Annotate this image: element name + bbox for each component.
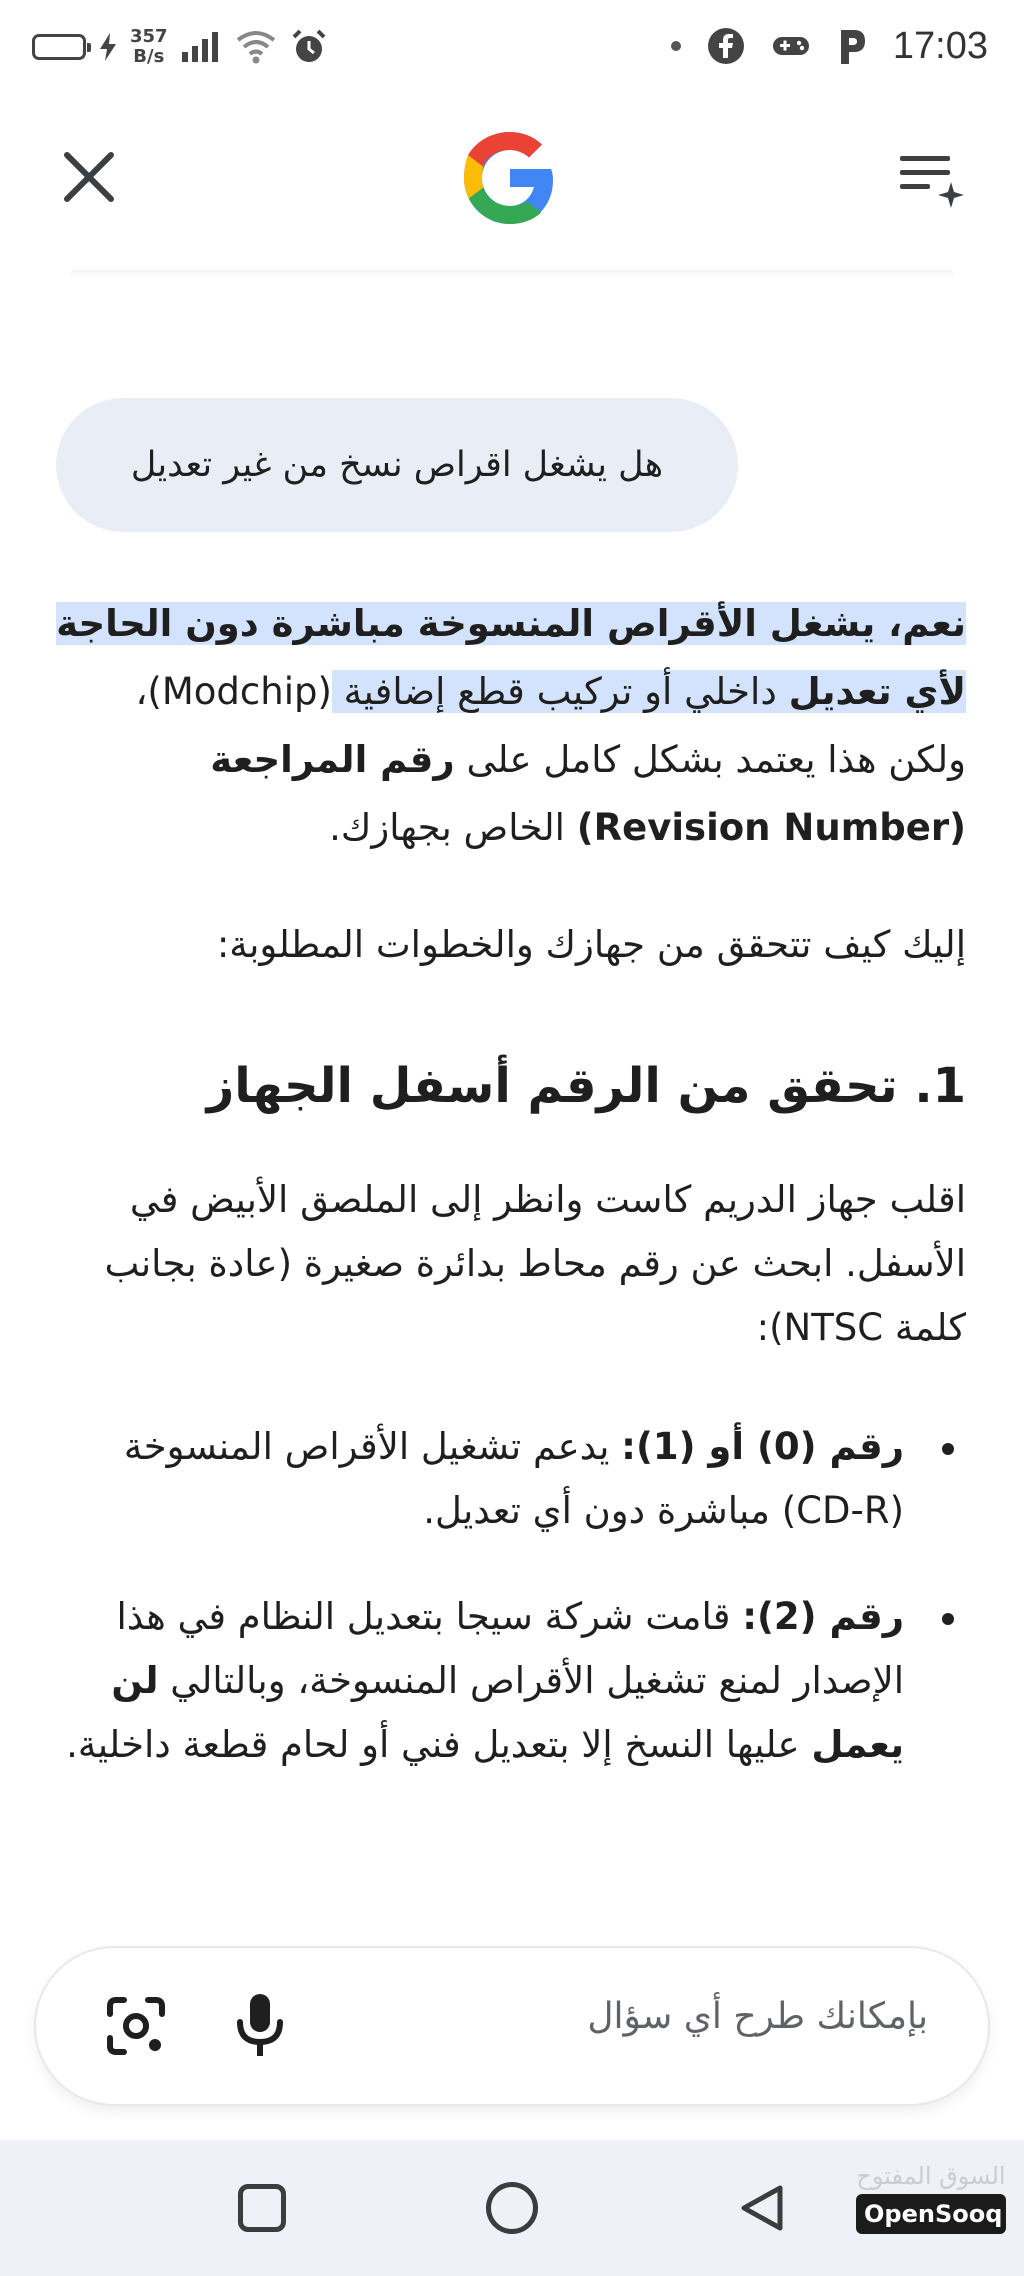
google-lens-icon: [104, 1994, 168, 2058]
bullet-1-text: يدعم تشغيل الأقراص المنسوخة (CD-R) مباشرة دون أي تعديل.: [123, 1425, 904, 1532]
opensooq-watermark: [856, 2162, 1006, 2234]
close-button[interactable]: [56, 144, 122, 210]
user-message-text: هل يشغل اقراص نسخ من غير تعديل: [130, 445, 664, 485]
bullet-2-text-2: عليها النسخ إلا بتعديل فني أو لحام قطعة داخلية.: [66, 1723, 812, 1766]
status-left: [32, 22, 328, 72]
charging-icon: [100, 33, 116, 61]
watermark-english: OpenSooq: [856, 2194, 1006, 2234]
list-item: [56, 1415, 966, 1543]
answer-bullet-list-1: [56, 1415, 966, 1543]
answer-bold-intro: نعم، يشغل الأقراص المنسوخة مباشرة دون الحاجة لأي تعديل: [56, 602, 966, 713]
user-message-bubble: [56, 398, 738, 532]
google-lens-button[interactable]: [104, 1994, 168, 2058]
back-triangle-icon[interactable]: [738, 2182, 786, 2234]
ask-input-bar[interactable]: [36, 1948, 988, 2104]
battery-icon: [32, 34, 86, 60]
facebook-icon: [707, 27, 745, 65]
microphone-icon: [228, 1992, 292, 2060]
app-header: [0, 100, 1024, 270]
bullet-1-bold: رقم (0) أو (1):: [621, 1425, 904, 1468]
gamepad-icon: [771, 31, 811, 61]
notification-dot-icon: [671, 41, 681, 51]
answer-bold-revision: رقم المراجعة (Revision Number): [210, 738, 966, 849]
p-app-icon: [837, 28, 867, 64]
ask-input-placeholder[interactable]: بإمكانك طرح أي سؤال: [587, 1996, 928, 2037]
network-speed: [130, 27, 168, 67]
signal-icon: [182, 32, 222, 62]
input-fade: [0, 1880, 1024, 1940]
recents-square-icon[interactable]: [238, 2184, 286, 2232]
status-bar: [0, 0, 1024, 92]
microphone-button[interactable]: [228, 1992, 292, 2060]
chat-history-icon: [896, 146, 968, 212]
network-speed-unit: B/s: [133, 46, 165, 67]
chat-history-button[interactable]: [896, 146, 968, 212]
list-item: [56, 1585, 966, 1777]
answer-paragraph-1: [56, 590, 966, 862]
bullet-2-text-1: قامت شركة سيجا بتعديل النظام في هذا الإصدار لمنع تشغيل الأقراص المنسوخة، وبالتالي: [116, 1595, 904, 1702]
bullet-2-bold-2: لن يعمل: [111, 1659, 904, 1766]
header-divider: [70, 270, 954, 278]
status-clock: 17:03: [892, 24, 988, 67]
answer-text-end: الخاص بجهازك.: [329, 806, 577, 849]
alarm-icon: [290, 28, 328, 66]
answer-bullet-list-2: [56, 1585, 966, 1777]
answer-paragraph-2: إليك كيف تتحقق من جهازك والخطوات المطلوبة:: [216, 923, 966, 966]
watermark-arabic: السوق المفتوح: [856, 2162, 1006, 2190]
bullet-2-bold: رقم (2):: [742, 1595, 904, 1638]
close-icon: [63, 151, 115, 203]
answer-paragraph-3: اقلب جهاز الدريم كاست وانظر إلى الملصق الأبيض في الأسفل. ابحث عن رقم محاط بدائرة صغيرة (عادة بجانب كلمة NTSC):: [104, 1178, 966, 1349]
status-right: [671, 18, 988, 74]
google-g-logo: [460, 128, 560, 228]
wifi-icon: [236, 30, 276, 64]
answer-text-modchip: (Modchip)، ولكن هذا يعتمد بشكل كامل على: [135, 670, 966, 781]
network-speed-value: 357: [130, 26, 168, 47]
answer-highlight-rest: داخلي أو تركيب قطع إضافية: [331, 670, 789, 713]
home-circle-icon[interactable]: [486, 2182, 538, 2234]
answer-heading: 1. تحقق من الرقم أسفل الجهاز: [206, 1058, 966, 1114]
